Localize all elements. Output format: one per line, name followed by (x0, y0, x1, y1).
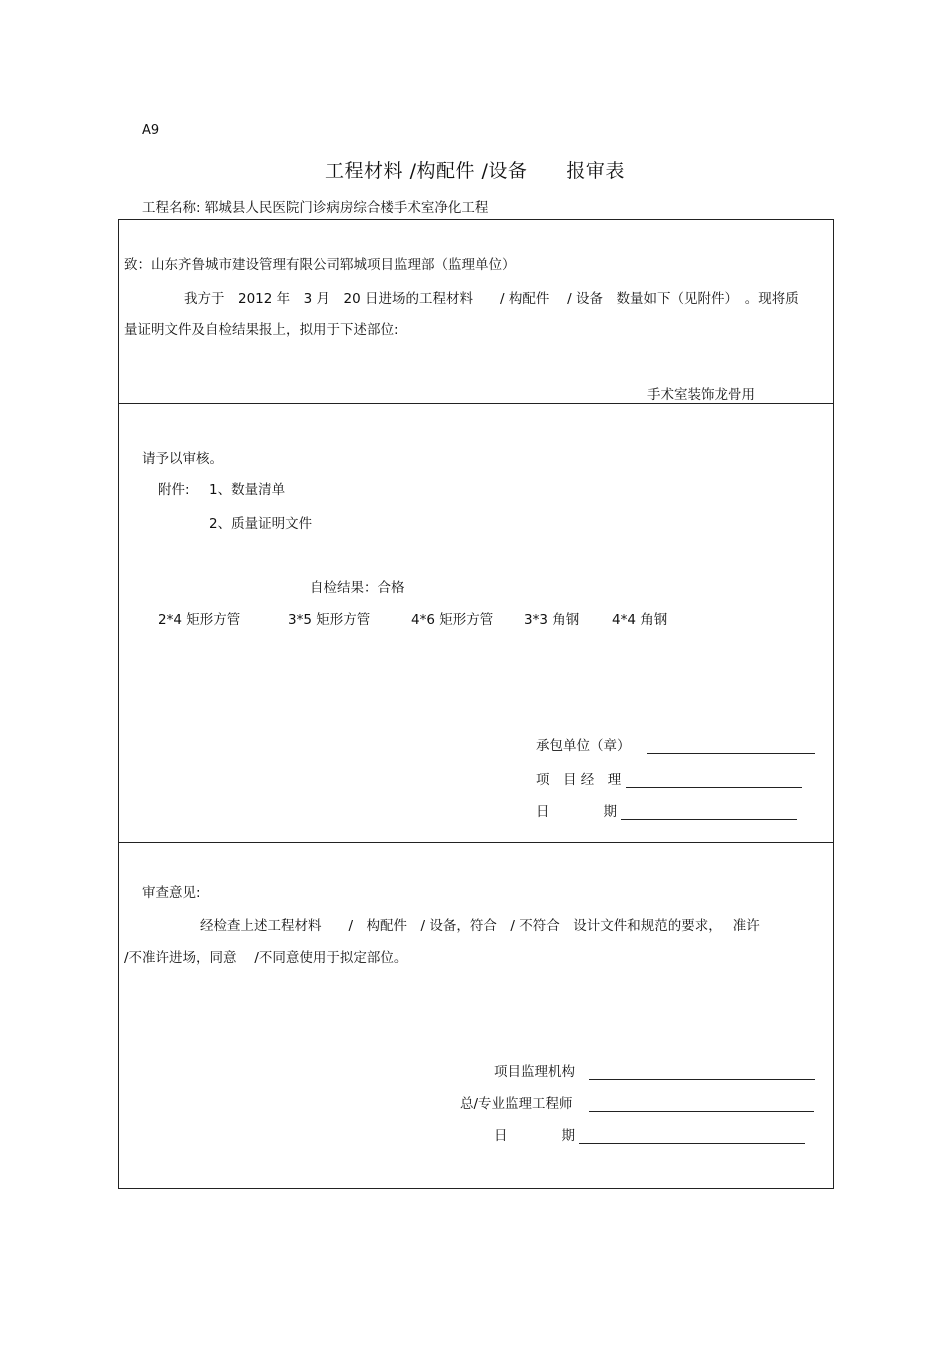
manager-signature-row (536, 768, 802, 788)
contractor-date-line[interactable] (621, 805, 797, 820)
contractor-signature-line[interactable] (647, 739, 815, 754)
material-item: 2*4 矩形方管 (158, 612, 241, 628)
attachment-item-1: 1、数量清单 (209, 482, 286, 498)
opinion-text-line1: 经检查上述工程材料 / 构配件 / 设备，符合 / 不符合 设计文件和规范的要求， 准许 (200, 918, 760, 934)
manager-signature-line[interactable] (626, 773, 802, 788)
engineer-signature-row (460, 1092, 814, 1112)
supervision-date-row (494, 1124, 805, 1144)
section-divider-2 (118, 842, 834, 843)
opinion-label: 审查意见: (142, 885, 201, 901)
project-label: 工程名称: (142, 200, 201, 216)
supervision-date-label: 日 期 (494, 1128, 575, 1144)
contractor-date-label: 日 期 (536, 804, 617, 820)
project-name-row (142, 196, 488, 216)
material-item: 4*6 矩形方管 (411, 612, 494, 628)
material-item: 4*4 角钢 (612, 612, 668, 628)
material-item: 3*5 矩形方管 (288, 612, 371, 628)
attachment-item-2: 2、质量证明文件 (209, 516, 313, 532)
supervision-org-line[interactable] (589, 1065, 815, 1080)
manager-label: 项 目 经 理 (536, 772, 622, 788)
form-title: 工程材料 /构配件 /设备 报审表 (325, 160, 625, 182)
contractor-label: 承包单位（章） (536, 738, 631, 754)
engineer-label: 总/专业监理工程师 (460, 1096, 573, 1112)
section-divider-1 (118, 403, 834, 404)
form-frame (118, 219, 834, 1189)
supervision-org-label: 项目监理机构 (494, 1064, 575, 1080)
supervision-date-line[interactable] (579, 1129, 805, 1144)
usage-location: 手术室装饰龙骨用 (647, 387, 755, 403)
engineer-signature-line[interactable] (589, 1097, 814, 1112)
form-code: A9 (142, 123, 160, 138)
addressee: 致：山东齐鲁城市建设管理有限公司郓城项目监理部（监理单位） (124, 257, 516, 273)
attachments-label: 附件: (158, 482, 190, 498)
opinion-text-line2: /不准许进场，同意 /不同意使用于拟定部位。 (124, 950, 408, 966)
review-request: 请予以审核。 (142, 451, 223, 467)
submission-text-line2: 量证明文件及自检结果报上，拟用于下述部位: (124, 322, 399, 338)
supervision-org-row (494, 1060, 815, 1080)
submission-text-line1: 我方于 2012 年 3 月 20 日进场的工程材料 / 构配件 / 设备 数量如下（见附件） 。现将质 (184, 291, 799, 307)
contractor-signature-row (536, 734, 815, 754)
self-check-result: 自检结果：合格 (310, 580, 405, 596)
project-name: 郓城县人民医院门诊病房综合楼手术室净化工程 (204, 200, 489, 216)
contractor-date-row (536, 800, 797, 820)
material-item: 3*3 角钢 (524, 612, 580, 628)
